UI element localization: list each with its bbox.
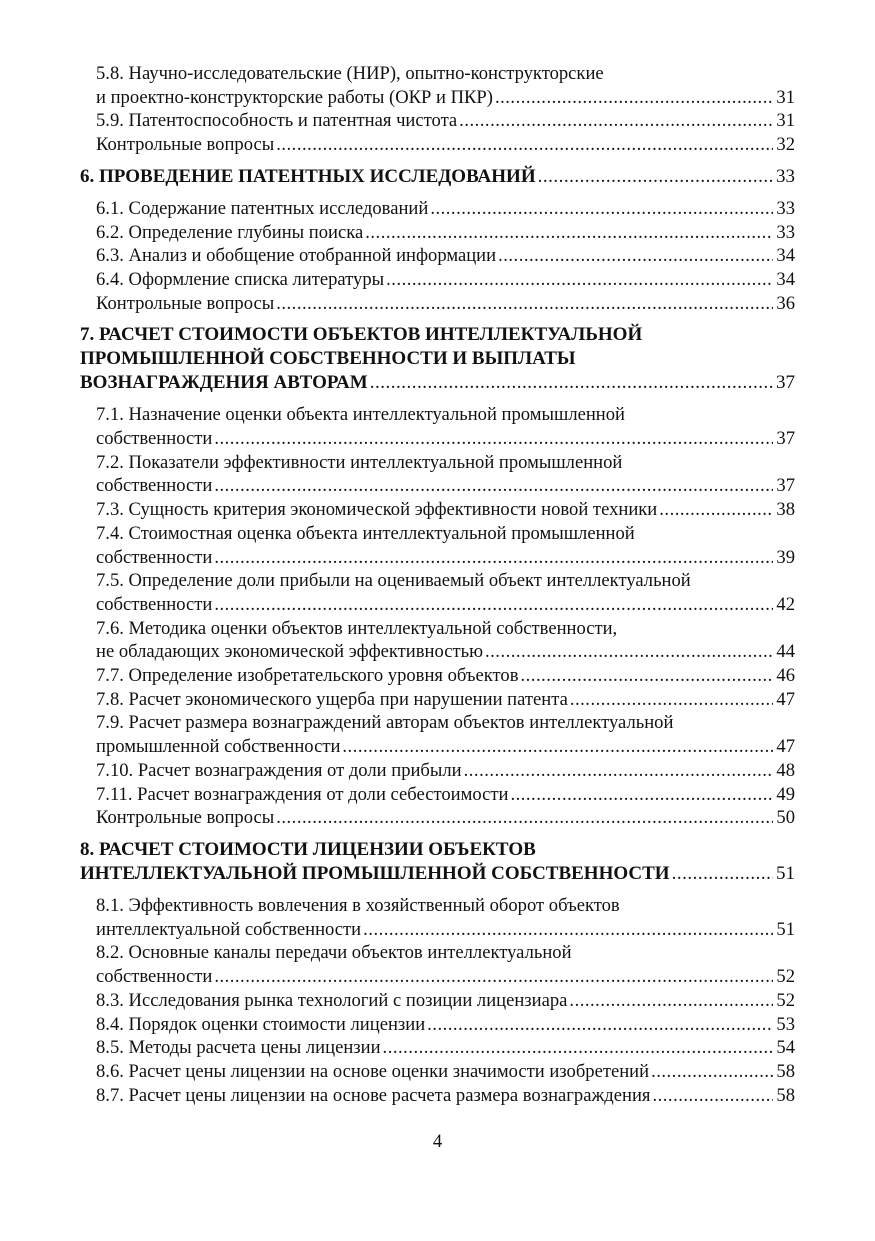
toc-entry-line xyxy=(96,640,795,664)
toc-entry-line xyxy=(96,569,795,593)
toc-entry-title: Контрольные вопросы xyxy=(96,134,275,156)
toc-entry-line xyxy=(96,197,795,221)
dot-leader xyxy=(214,546,773,570)
dot-leader xyxy=(342,735,773,759)
toc-section-entry xyxy=(80,133,795,157)
toc-entry-line xyxy=(96,711,795,735)
toc-page-number: 37 xyxy=(776,428,795,450)
toc-entry-title: промышленной собственности xyxy=(96,736,341,758)
toc-page-number: 53 xyxy=(776,1013,795,1035)
toc-entry-line xyxy=(80,862,795,886)
toc-entry-title: Контрольные вопросы xyxy=(96,807,275,829)
toc-entry-title: собственности xyxy=(96,475,213,497)
dot-leader xyxy=(214,593,773,617)
toc-entry-title: собственности xyxy=(96,428,213,450)
toc-section-entry xyxy=(80,688,795,712)
dot-leader xyxy=(510,783,773,807)
toc-entry-title: и проектно-конструкторские работы (ОКР и ПКР) xyxy=(96,86,493,108)
toc-page-number: 36 xyxy=(776,292,795,314)
toc-entry-line xyxy=(96,498,795,522)
toc-page-number: 33 xyxy=(776,197,795,219)
toc-entry-title: 8.6. Расчет цены лицензии на основе оценки значимости изобретений xyxy=(96,1060,650,1082)
toc-entry-title: 7.9. Расчет размера вознаграждений авторам объектов интеллектуальной xyxy=(96,712,674,734)
toc-entry-line xyxy=(80,347,795,371)
dot-leader xyxy=(427,1013,773,1037)
dot-leader xyxy=(430,197,773,221)
toc-entry-title: 8.2. Основные каналы передачи объектов интеллектуальной xyxy=(96,942,572,964)
dot-leader xyxy=(276,292,773,316)
toc-entry-line xyxy=(96,221,795,245)
dot-leader xyxy=(383,1036,774,1060)
toc-page-number: 39 xyxy=(776,546,795,568)
toc-section-entry xyxy=(80,522,795,569)
toc-entry-title: Контрольные вопросы xyxy=(96,292,275,314)
toc-entry-line xyxy=(96,133,795,157)
toc-entry-title: 6. ПРОВЕДЕНИЕ ПАТЕНТНЫХ ИССЛЕДОВАНИЙ xyxy=(80,165,536,187)
toc-entry-title: собственности xyxy=(96,593,213,615)
toc-page-number: 47 xyxy=(776,736,795,758)
toc-entry-title: 6.3. Анализ и обобщение отобранной информации xyxy=(96,245,497,267)
toc-section-entry xyxy=(80,1013,795,1037)
toc-page-number: 33 xyxy=(776,165,795,187)
toc-entry-title: 8.3. Исследования рынка технологий с позиции лицензиара xyxy=(96,989,568,1011)
toc-section-entry xyxy=(80,989,795,1013)
toc-page-number: 34 xyxy=(776,268,795,290)
toc-entry-title: интеллектуальной собственности xyxy=(96,918,362,940)
toc-page-number: 34 xyxy=(776,245,795,267)
toc-entry-line xyxy=(96,664,795,688)
toc-page-number: 47 xyxy=(776,688,795,710)
toc-entry-title: ПРОМЫШЛЕННОЙ СОБСТВЕННОСТИ И ВЫПЛАТЫ xyxy=(80,348,576,370)
toc-section-entry xyxy=(80,569,795,616)
toc-section-entry xyxy=(80,268,795,292)
dot-leader xyxy=(651,1060,773,1084)
toc-page-number: 58 xyxy=(776,1084,795,1106)
toc-entry-line xyxy=(96,86,795,110)
toc-chapter-entry xyxy=(80,165,795,189)
dot-leader xyxy=(276,133,773,157)
toc-entry-line xyxy=(96,1013,795,1037)
toc-section-entry xyxy=(80,806,795,830)
toc-entry-title: 8.1. Эффективность вовлечения в хозяйственный оборот объектов xyxy=(96,894,620,916)
toc-page-number: 48 xyxy=(776,759,795,781)
dot-leader xyxy=(538,165,773,189)
toc-entry-line xyxy=(96,735,795,759)
toc-page-number: 49 xyxy=(776,783,795,805)
toc-entry-line xyxy=(96,546,795,570)
toc-page-number: 54 xyxy=(776,1037,795,1059)
toc-entry-line xyxy=(96,244,795,268)
toc-chapter-entry xyxy=(80,323,795,395)
toc-entry-title: 5.8. Научно-исследовательские (НИР), опытно-конструкторские xyxy=(96,63,604,84)
dot-leader xyxy=(459,109,773,133)
toc-page-number: 37 xyxy=(776,372,795,394)
toc-entry-line xyxy=(96,522,795,546)
table-of-contents xyxy=(80,62,795,1107)
toc-entry-line xyxy=(96,1084,795,1108)
toc-page-number: 44 xyxy=(776,641,795,663)
toc-page-number: 33 xyxy=(776,221,795,243)
toc-entry-title: 6.1. Содержание патентных исследований xyxy=(96,197,429,219)
toc-page-number: 51 xyxy=(776,918,795,940)
toc-section-entry xyxy=(80,1060,795,1084)
toc-entry-title: 7. РАСЧЕТ СТОИМОСТИ ОБЪЕКТОВ ИНТЕЛЛЕКТУАЛЬНОЙ xyxy=(80,324,643,346)
toc-page-number: 46 xyxy=(776,665,795,687)
toc-entry-line xyxy=(96,474,795,498)
toc-page-number: 31 xyxy=(776,110,795,132)
toc-entry-line xyxy=(96,451,795,475)
toc-entry-title: 7.4. Стоимостная оценка объекта интеллектуальной промышленной xyxy=(96,522,635,544)
toc-section-entry xyxy=(80,292,795,316)
dot-leader xyxy=(570,688,774,712)
toc-entry-line xyxy=(96,894,795,918)
dot-leader xyxy=(214,965,773,989)
toc-entry-title: 8. РАСЧЕТ СТОИМОСТИ ЛИЦЕНЗИИ ОБЪЕКТОВ xyxy=(80,838,536,860)
toc-page-number: 50 xyxy=(776,807,795,829)
dot-leader xyxy=(652,1084,773,1108)
toc-section-entry xyxy=(80,403,795,450)
toc-section-entry xyxy=(80,244,795,268)
dot-leader xyxy=(370,371,773,395)
toc-entry-line xyxy=(96,268,795,292)
toc-section-entry xyxy=(80,617,795,664)
toc-entry-line xyxy=(96,1036,795,1060)
toc-entry-title: собственности xyxy=(96,966,213,988)
page-number: 4 xyxy=(432,1131,443,1152)
toc-entry-title: 7.7. Определение изобретательского уровня объектов xyxy=(96,665,519,687)
toc-page-number: 52 xyxy=(776,989,795,1011)
toc-section-entry xyxy=(80,759,795,783)
toc-entry-title: 7.6. Методика оценки объектов интеллектуальной собственности, xyxy=(96,617,618,639)
toc-section-entry xyxy=(80,941,795,988)
dot-leader xyxy=(464,759,774,783)
toc-page-number: 51 xyxy=(776,862,795,884)
toc-entry-title: 7.2. Показатели эффективности интеллектуальной промышленной xyxy=(96,451,623,473)
toc-page-number: 31 xyxy=(776,86,795,108)
toc-page-number: 38 xyxy=(776,499,795,521)
dot-leader xyxy=(569,989,773,1013)
toc-section-entry xyxy=(80,221,795,245)
toc-entry-line xyxy=(96,1060,795,1084)
toc-entry-title: 7.8. Расчет экономического ущерба при нарушении патента xyxy=(96,688,568,710)
toc-section-entry xyxy=(80,197,795,221)
dot-leader xyxy=(521,664,774,688)
toc-section-entry xyxy=(80,498,795,522)
toc-entry-line xyxy=(96,62,795,86)
toc-section-entry xyxy=(80,1084,795,1108)
toc-entry-line xyxy=(96,403,795,427)
toc-page-number: 58 xyxy=(776,1060,795,1082)
toc-entry-line xyxy=(96,783,795,807)
toc-entry-line xyxy=(96,918,795,942)
toc-entry-line xyxy=(96,688,795,712)
toc-entry-title: 6.4. Оформление списка литературы xyxy=(96,268,385,290)
dot-leader xyxy=(485,640,773,664)
toc-section-entry xyxy=(80,783,795,807)
toc-chapter-entry xyxy=(80,838,795,886)
toc-entry-title: 7.10. Расчет вознаграждения от доли прибыли xyxy=(96,759,462,781)
toc-entry-line xyxy=(96,427,795,451)
toc-page-number: 42 xyxy=(776,593,795,615)
toc-entry-title: 7.1. Назначение оценки объекта интеллектуальной промышленной xyxy=(96,404,625,426)
toc-page-number: 37 xyxy=(776,475,795,497)
toc-section-entry xyxy=(80,1036,795,1060)
toc-entry-line xyxy=(80,838,795,862)
dot-leader xyxy=(672,862,773,886)
dot-leader xyxy=(498,244,773,268)
toc-entry-title: 7.3. Сущность критерия экономической эффективности новой техники xyxy=(96,499,658,521)
toc-entry-line xyxy=(96,292,795,316)
dot-leader xyxy=(365,221,773,245)
toc-entry-title: не обладающих экономической эффективностью xyxy=(96,641,483,663)
toc-entry-line xyxy=(96,965,795,989)
dot-leader xyxy=(276,806,773,830)
toc-entry-line xyxy=(96,109,795,133)
toc-entry-title: собственности xyxy=(96,546,213,568)
toc-page-number: 52 xyxy=(776,966,795,988)
dot-leader xyxy=(363,918,773,942)
dot-leader xyxy=(214,474,773,498)
toc-entry-line xyxy=(96,989,795,1013)
dot-leader xyxy=(214,427,773,451)
dot-leader xyxy=(495,86,773,110)
toc-section-entry xyxy=(80,894,795,941)
toc-section-entry xyxy=(80,451,795,498)
dot-leader xyxy=(386,268,773,292)
toc-section-entry xyxy=(80,664,795,688)
toc-section-entry xyxy=(80,711,795,758)
toc-entry-title: 8.4. Порядок оценки стоимости лицензии xyxy=(96,1013,426,1035)
toc-entry-line xyxy=(96,593,795,617)
toc-entry-title: 5.9. Патентоспособность и патентная чистота xyxy=(96,110,458,132)
toc-entry-line xyxy=(80,323,795,347)
toc-entry-title: 8.5. Методы расчета цены лицензии xyxy=(96,1037,381,1059)
toc-entry-line xyxy=(80,165,795,189)
toc-entry-title: ИНТЕЛЛЕКТУАЛЬНОЙ ПРОМЫШЛЕННОЙ СОБСТВЕННОСТИ xyxy=(80,862,670,884)
toc-entry-title: 7.5. Определение доли прибыли на оцениваемый объект интеллектуальной xyxy=(96,570,691,592)
dot-leader xyxy=(659,498,773,522)
toc-entry-line xyxy=(96,806,795,830)
toc-section-entry xyxy=(80,109,795,133)
toc-entry-title: ВОЗНАГРАЖДЕНИЯ АВТОРАМ xyxy=(80,372,368,394)
toc-page-number: 32 xyxy=(776,134,795,156)
toc-entry-title: 8.7. Расчет цены лицензии на основе расчета размера вознаграждения xyxy=(96,1084,651,1106)
toc-entry-title: 6.2. Определение глубины поиска xyxy=(96,221,364,243)
toc-entry-line xyxy=(96,617,795,641)
toc-entry-line xyxy=(96,941,795,965)
toc-entry-title: 7.11. Расчет вознаграждения от доли себестоимости xyxy=(96,783,509,805)
toc-entry-line xyxy=(96,759,795,783)
toc-entry-line xyxy=(80,371,795,395)
toc-section-entry xyxy=(80,62,795,109)
